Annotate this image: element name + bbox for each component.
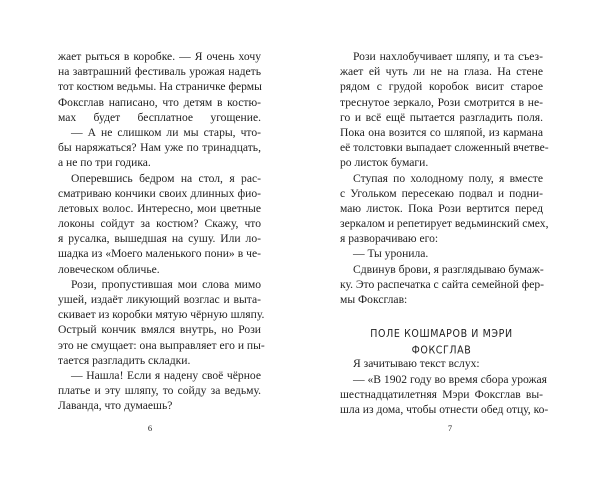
text-line: — Ты уронила. bbox=[353, 247, 429, 261]
text-line: Острый кончик вмялся внутрь, но Рози bbox=[58, 323, 261, 337]
text-line: треснутое зеркало, Рози смотрится в не- bbox=[340, 95, 543, 109]
text-line: ро листок бумаги. bbox=[340, 156, 429, 170]
text-line: сматриваю кончики своих длинных фио- bbox=[58, 186, 261, 200]
text-line: скивает из коробки мятую чёрную шляпу. bbox=[58, 308, 265, 322]
paragraph bbox=[340, 49, 549, 171]
text-line: тается разгладить складки. bbox=[58, 353, 191, 367]
text-line: шла из дома, чтобы отнести обед отцу, ко- bbox=[340, 402, 549, 416]
text-line: жает рыться в коробке. — Я очень хочу bbox=[58, 50, 261, 63]
text-line: ушей, издаёт ликующий возглас и выта- bbox=[58, 293, 261, 306]
text-line: я русалка, вышедшая на сушу. Или ло- bbox=[58, 232, 261, 246]
text-line: Ступая по холодному полу, я вместе bbox=[353, 171, 543, 185]
text-line: Сдвинув брови, я разглядываю бумаж- bbox=[353, 262, 544, 276]
text-line: бы наряжаться? Нам уже по тринадцать, bbox=[58, 141, 261, 155]
text-line: — Нашла! Если я надену своё чёрное bbox=[71, 368, 261, 382]
text-line: жает ей чуть ли не на глаза. На стене bbox=[340, 65, 543, 79]
text-line: Пока она возится со шляпой, из кармана bbox=[340, 125, 543, 139]
text-line: Фоксглав написано, что детям в костю- bbox=[58, 95, 261, 109]
paragraph bbox=[340, 246, 543, 261]
text-line: платье и эту шляпу, то сойду за ведьму. bbox=[58, 384, 261, 398]
text-line: Я зачитываю текст вслух: bbox=[353, 357, 480, 371]
text-line: Оперевшись бедром на стол, я рас- bbox=[71, 171, 261, 185]
text-line: — А не слишком ли мы стары, что- bbox=[71, 125, 261, 139]
text-line: мах будет бесплатное угощение. bbox=[58, 110, 261, 124]
right-page-text bbox=[340, 49, 549, 417]
text-line: с Угольком пересекаю подвал и подни- bbox=[340, 186, 543, 200]
paragraph bbox=[58, 49, 261, 125]
text-line: Лаванда, что думаешь? bbox=[58, 399, 173, 413]
section-heading: ПОЛЕ КОШМАРОВ И МЭРИ ФОКСГЛАВ bbox=[370, 328, 513, 358]
paragraph bbox=[340, 262, 543, 308]
text-line: локоны сойдут за костюм? Скажу, что bbox=[58, 217, 261, 231]
text-line: тот костюм ведьмы. На страничке фермы bbox=[58, 80, 262, 94]
text-line: — «В 1902 году во время сбора урожая bbox=[353, 372, 548, 386]
paragraph bbox=[340, 372, 549, 418]
text-line: Рози нахлобучивает шляпу, и та съез- bbox=[353, 50, 543, 63]
text-line: я разворачиваю его: bbox=[340, 232, 439, 246]
paragraph bbox=[58, 125, 261, 171]
text-line: а не по три годика. bbox=[58, 156, 151, 170]
text-line: мы Фоксглав: bbox=[340, 293, 408, 306]
paragraph bbox=[58, 171, 261, 277]
paragraph bbox=[340, 171, 549, 247]
text-line: это не смущает: она выправляет его и пы- bbox=[58, 338, 265, 352]
text-line: Рози, пропустившая мои слова мимо bbox=[71, 277, 261, 291]
text-line: зеркалом и репетирует ведьминский смех, bbox=[340, 217, 549, 231]
paragraph bbox=[58, 277, 265, 368]
text-line: маю листок. Пока Рози вертится перед bbox=[340, 201, 543, 215]
paragraph bbox=[58, 368, 261, 414]
page-number: 6 bbox=[147, 423, 153, 433]
text-line: ку. Это распечатка с сайта семейной фер- bbox=[340, 277, 545, 291]
text-line: рядом с грудой коробок висит старое bbox=[340, 80, 543, 94]
right-page bbox=[300, 0, 600, 485]
left-page-text bbox=[58, 49, 265, 414]
text-line: го и всё ещё пытается разгладить поля. bbox=[340, 110, 543, 124]
page-number: 7 bbox=[447, 423, 453, 433]
text-line: шадка из «Моего маленького пони» в че- bbox=[58, 247, 261, 261]
text-line: ловеческом обличье. bbox=[58, 262, 160, 276]
text-line: шестнадцатилетняя Мэри Фоксглав вы- bbox=[340, 387, 543, 401]
text-line: её толстовки выпадает сложенный вчетве- bbox=[340, 141, 549, 155]
text-line: летовых волос. Интересно, мои цветные bbox=[58, 201, 261, 215]
text-line: на завтрашний фестиваль урожая надеть bbox=[58, 65, 261, 79]
